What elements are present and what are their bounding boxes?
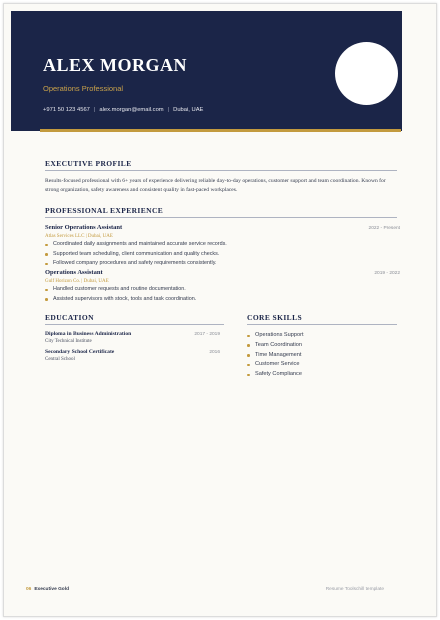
contact-separator: | xyxy=(167,107,170,113)
section-title-education: EDUCATION xyxy=(45,313,94,322)
job-dates: 2022 - Present xyxy=(368,226,400,231)
skills-list xyxy=(247,331,304,380)
candidate-name: ALEX MORGAN xyxy=(43,55,187,75)
template-name: Executive Gold xyxy=(34,587,69,592)
skill-item: Time Management xyxy=(247,351,304,361)
section-title-experience: PROFESSIONAL EXPERIENCE xyxy=(45,206,164,215)
skill-item: Safety Compliance xyxy=(247,370,304,380)
bullet-dot-icon xyxy=(247,354,250,357)
skill-item: Customer Service xyxy=(247,360,304,370)
bullet-dot-icon xyxy=(247,374,250,377)
education-degree: Diploma in Business Administration xyxy=(45,331,132,337)
job-bullet: Assisted supervisors with stock, tools and task coordination. xyxy=(45,295,196,305)
template-number-badge: 06 xyxy=(26,587,32,592)
section-title-profile: EXECUTIVE PROFILE xyxy=(45,159,132,168)
candidate-role: Operations Professional xyxy=(43,84,124,93)
job-title: Senior Operations Assistant xyxy=(45,224,123,231)
section-title-skills: CORE SKILLS xyxy=(247,313,303,322)
job-company: Gulf Horizon Co. | Dubai, UAE xyxy=(45,279,109,284)
job-bullet: Supported team scheduling, client communication and quality checks. xyxy=(45,250,227,260)
bullet-dot-icon xyxy=(45,298,48,301)
job-bullet-list xyxy=(45,240,227,269)
resume-page xyxy=(3,3,437,617)
job-title: Operations Assistant xyxy=(45,269,103,276)
contact-email: alex.morgan@email.com xyxy=(99,107,164,113)
education-degree: Secondary School Certificate xyxy=(45,349,115,355)
education-years: 2016 xyxy=(209,350,220,355)
bullet-dot-icon xyxy=(45,253,48,256)
section-divider xyxy=(45,170,397,171)
contact-location: Dubai, UAE xyxy=(173,107,204,113)
bullet-dot-icon xyxy=(247,335,250,338)
bullet-dot-icon xyxy=(45,244,48,247)
skill-item: Operations Support xyxy=(247,331,304,341)
header-accent-bar xyxy=(40,129,401,132)
section-divider xyxy=(45,324,224,325)
education-school: City Technical Institute xyxy=(45,339,92,344)
education-school: Central School xyxy=(45,357,75,362)
education-years: 2017 - 2019 xyxy=(194,332,220,337)
job-bullet: Handled customer requests and routine documentation. xyxy=(45,285,196,295)
bullet-dot-icon xyxy=(247,364,250,367)
skill-item: Team Coordination xyxy=(247,341,304,351)
contact-line xyxy=(43,107,203,113)
job-dates: 2019 - 2022 xyxy=(374,271,400,276)
bullet-dot-icon xyxy=(45,263,48,266)
template-footer-label xyxy=(26,587,69,592)
job-bullet: Followed company procedures and safety requirements consistently. xyxy=(45,259,227,269)
template-credit: Resume Toolschill template xyxy=(325,587,384,592)
contact-separator: | xyxy=(93,107,96,113)
bullet-dot-icon xyxy=(45,289,48,292)
bullet-dot-icon xyxy=(247,344,250,347)
job-company: Atlas Services LLC | Dubai, UAE xyxy=(45,234,113,239)
profile-summary: Results-focused professional with 6+ years of experience delivering reliable day-to-day operations, customer support and team coordination. Known for strong organization, safety awareness and consistent quality in fast-paced workplaces. xyxy=(45,178,386,193)
contact-phone: +971 50 123 4567 xyxy=(43,107,90,113)
section-divider xyxy=(247,324,397,325)
job-bullet: Coordinated daily assignments and maintained accurate service records. xyxy=(45,240,227,250)
section-divider xyxy=(45,217,397,218)
resume-header xyxy=(11,11,402,131)
job-bullet-list xyxy=(45,285,196,304)
profile-photo-placeholder xyxy=(335,42,398,105)
